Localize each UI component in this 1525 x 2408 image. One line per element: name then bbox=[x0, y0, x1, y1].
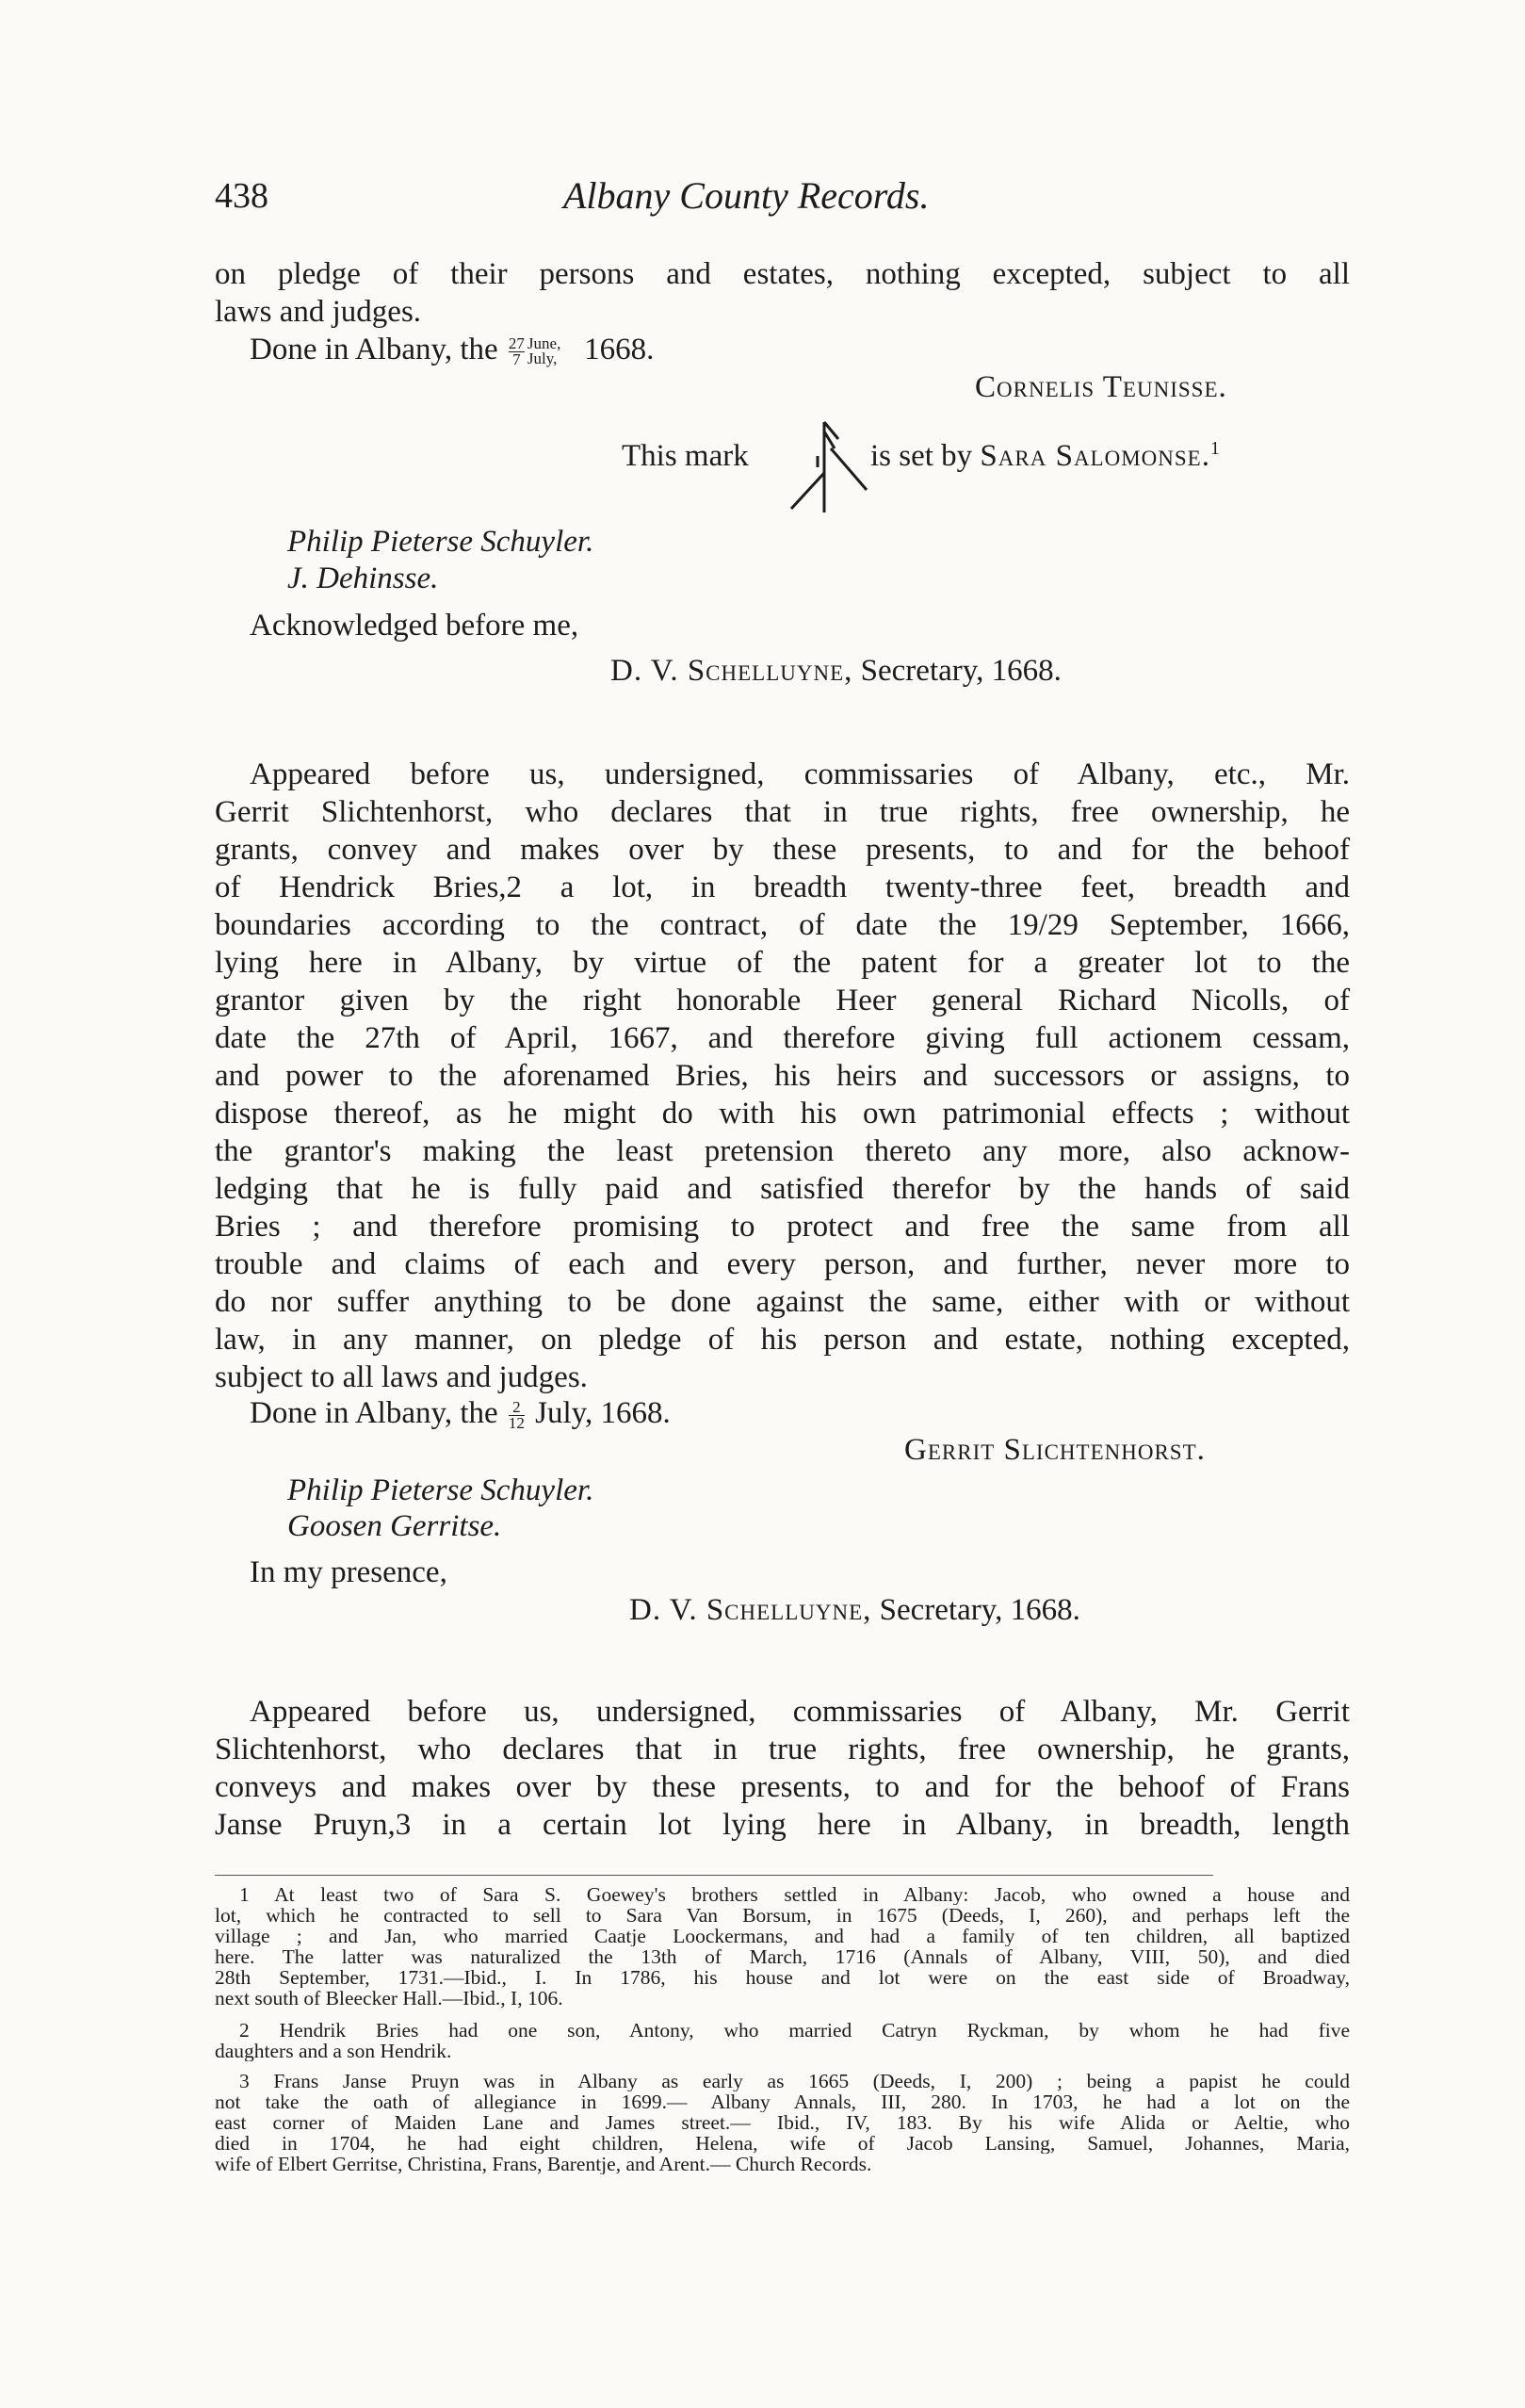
footnote-line: daughters and a son Hendrik. bbox=[215, 2041, 452, 2061]
deed1-mark-suffix bbox=[870, 437, 1220, 475]
text-line: do nor suffer anything to be done against the same, either with or without bbox=[215, 1285, 1350, 1319]
deed3-body bbox=[215, 1693, 1350, 1844]
page-number: 438 bbox=[215, 176, 268, 216]
text-line: conveys and makes over by these presents, to and for the behoof of Frans bbox=[215, 1770, 1350, 1804]
deed1-acknowledged: Acknowledged before me, bbox=[250, 609, 579, 643]
text-line: the grantor's making the least pretension thereto any more, also acknow- bbox=[215, 1134, 1350, 1168]
secretary-name: D. V. Schelluyne, bbox=[610, 654, 853, 688]
deed2-secretary bbox=[629, 1591, 1080, 1629]
footnote-1 bbox=[215, 1884, 1350, 2009]
date-year: 1668. bbox=[584, 333, 655, 366]
signature-mark-icon bbox=[789, 415, 874, 513]
text-line: of Hendrick Bries,2 a lot, in breadth twenty-three feet, breadth and bbox=[215, 870, 1350, 904]
done-prefix: Done in Albany, the bbox=[250, 333, 498, 366]
deed2-signer: Gerrit Slichtenhorst. bbox=[904, 1433, 1206, 1467]
footnote-line: died in 1704, he had eight children, Helena, wife of Jacob Lansing, Samuel, Johannes, Maria, bbox=[215, 2133, 1350, 2154]
deed2-witness-2: Goosen Gerritse. bbox=[287, 1509, 502, 1543]
deed1-signer: Cornelis Teunisse. bbox=[975, 370, 1227, 404]
secretary-title: Secretary, 1668. bbox=[879, 1593, 1080, 1627]
text-line: dispose thereof, as he might do with his own patrimonial effects ; without bbox=[215, 1097, 1350, 1131]
text-line: ledging that he is fully paid and satisfied therefor by the hands of said bbox=[215, 1172, 1350, 1206]
deed2-witness-1: Philip Pieterse Schuyler. bbox=[287, 1473, 594, 1507]
deed2-done-line bbox=[250, 1394, 671, 1432]
footnote-line: 2 Hendrik Bries had one son, Antony, who married Catryn Ryckman, by whom he had five bbox=[239, 2020, 1350, 2041]
footnote-line: village ; and Jan, who married Caatje Loockermans, and had a family of ten children, all baptized bbox=[215, 1926, 1350, 1946]
done-prefix: Done in Albany, the bbox=[250, 1396, 498, 1430]
footnote-line: not take the oath of allegiance in 1699.— Albany Annals, III, 280. In 1703, he had a lot on the bbox=[215, 2091, 1350, 2112]
footnote-ref: 1 bbox=[1209, 438, 1220, 459]
text-line: date the 27th of April, 1667, and therefore giving full actionem cessam, bbox=[215, 1021, 1350, 1055]
footnote-divider bbox=[215, 1875, 1213, 1876]
deed1-done-line bbox=[250, 331, 654, 368]
text-line: trouble and claims of each and every person, and further, never more to bbox=[215, 1247, 1350, 1281]
date-rest: July, 1668. bbox=[535, 1396, 671, 1430]
deed2-presence: In my presence, bbox=[250, 1555, 447, 1589]
text-line: laws and judges. bbox=[215, 295, 422, 329]
secretary-name: D. V. Schelluyne, bbox=[629, 1593, 872, 1627]
footnote-line: next south of Bleecker Hall.—Ibid., I, 106. bbox=[215, 1988, 563, 2009]
text-line: on pledge of their persons and estates, nothing excepted, subject to all bbox=[215, 257, 1350, 291]
text-line: grants, convey and makes over by these presents, to and for the behoof bbox=[215, 833, 1350, 867]
text-line: boundaries according to the contract, of date the 19/29 September, 1666, bbox=[215, 908, 1350, 942]
text-line: subject to all laws and judges. bbox=[215, 1360, 588, 1394]
deed1-mark-line bbox=[622, 437, 749, 475]
date-fraction: $\frac{2}{12}$ bbox=[508, 1397, 525, 1432]
text-line: grantor given by the right honorable Heer general Richard Nicolls, of bbox=[215, 984, 1350, 1017]
date-fraction: $\frac{27}{7}$ bbox=[508, 334, 525, 368]
deed1-witness-1: Philip Pieterse Schuyler. bbox=[287, 525, 594, 559]
footnote-line: east corner of Maiden Lane and James street.— Ibid., IV, 183. By his wife Alida or Aeltie, who bbox=[215, 2112, 1350, 2133]
footnote-3 bbox=[215, 2071, 1350, 2174]
date-months: June, July, bbox=[527, 334, 561, 368]
deed2-body bbox=[215, 756, 1350, 1396]
text-line: Slichtenhorst, who declares that in true rights, free ownership, he grants, bbox=[215, 1733, 1350, 1766]
deed1-continuation bbox=[215, 255, 1350, 331]
text-line: Gerrit Slichtenhorst, who declares that in true rights, free ownership, he bbox=[215, 795, 1350, 829]
footnote-line: wife of Elbert Gerritse, Christina, Frans, Barentje, and Arent.— Church Records. bbox=[215, 2154, 872, 2174]
mark-prefix: This mark bbox=[622, 439, 749, 473]
running-title: Albany County Records. bbox=[563, 174, 930, 217]
footnote-2 bbox=[215, 2020, 1350, 2061]
footnote-line: lot, which he contracted to sell to Sara Van Borsum, in 1675 (Deeds, I, 260), and perhaps left the bbox=[215, 1905, 1350, 1926]
text-line: and power to the aforenamed Bries, his heirs and successors or assigns, to bbox=[215, 1059, 1350, 1093]
deed1-witness-2: J. Dehinsse. bbox=[287, 561, 439, 595]
text-line: Bries ; and therefore promising to protect and free the same from all bbox=[215, 1210, 1350, 1244]
deed1-secretary bbox=[610, 652, 1062, 690]
text-line: lying here in Albany, by virtue of the patent for a greater lot to the bbox=[215, 946, 1350, 980]
text-line: law, in any manner, on pledge of his person and estate, nothing excepted, bbox=[215, 1323, 1350, 1357]
text-line: Janse Pruyn,3 in a certain lot lying here in Albany, in breadth, length bbox=[215, 1808, 1350, 1842]
mark-suffix: is set by bbox=[870, 439, 973, 473]
text-line: Appeared before us, undersigned, commissaries of Albany, Mr. Gerrit bbox=[250, 1695, 1350, 1729]
text-line: Appeared before us, undersigned, commissaries of Albany, etc., Mr. bbox=[250, 757, 1350, 791]
footnote-line: 28th September, 1731.—Ibid., I. In 1786, his house and lot were on the east side of Broadway, bbox=[215, 1967, 1350, 1988]
footnote-line: here. The latter was naturalized the 13th of March, 1716 (Annals of Albany, VIII, 50), and died bbox=[215, 1946, 1350, 1967]
secretary-title: Secretary, 1668. bbox=[860, 654, 1062, 688]
footnote-line: 1 At least two of Sara S. Goewey's brothers settled in Albany: Jacob, who owned a house and bbox=[239, 1884, 1350, 1905]
mark-person: Sara Salomonse. bbox=[980, 439, 1210, 473]
footnote-line: 3 Frans Janse Pruyn was in Albany as early as 1665 (Deeds, I, 200) ; being a papist he could bbox=[239, 2071, 1350, 2091]
